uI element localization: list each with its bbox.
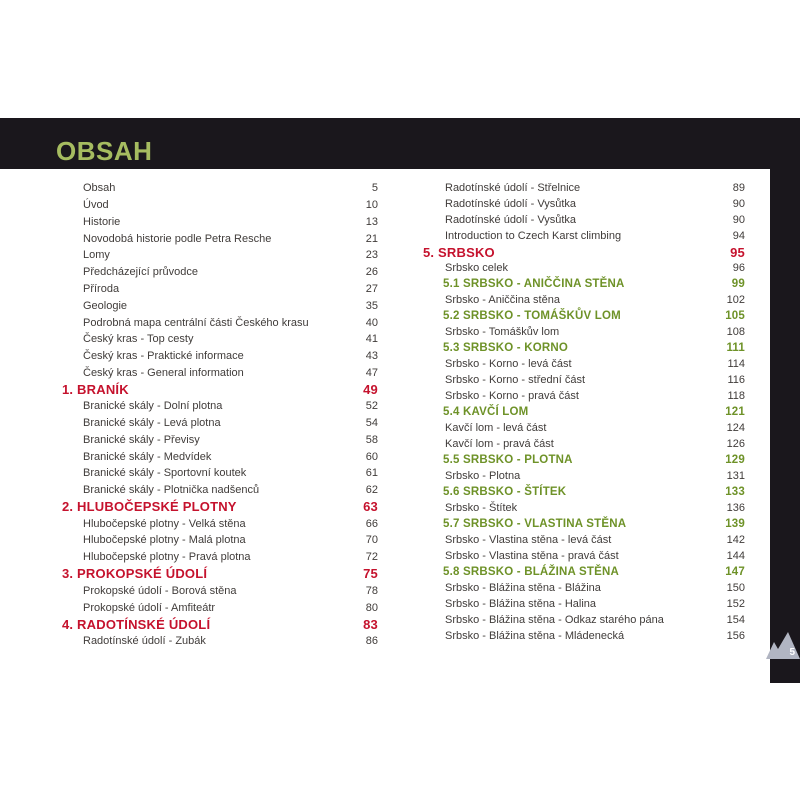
toc-entry-label: Historie	[83, 215, 121, 228]
toc-entry-page-number: 10	[365, 199, 378, 212]
toc-entry-page-number: 41	[365, 333, 378, 346]
toc-entry-label: Branické skály - Medvídek	[83, 450, 212, 463]
toc-entry	[62, 348, 378, 365]
toc-entry-page-number: 47	[365, 366, 378, 379]
toc-entry-page-number: 116	[727, 374, 745, 387]
toc-entry-page-number: 78	[365, 584, 378, 597]
toc-entry-label: Srbsko - Tomáškův lom	[445, 326, 560, 339]
toc-entry-label: 5.1 SRBSKO - ANIČČINA STĚNA	[443, 278, 625, 291]
toc-entry	[62, 230, 378, 247]
toc-entry-label: Radotínské údolí - Zubák	[83, 635, 206, 648]
page-number: 5	[789, 647, 795, 658]
toc-entry-label: Branické skály - Sportovní koutek	[83, 467, 247, 480]
toc-entry	[423, 228, 745, 244]
toc-entry-label: Hlubočepské plotny - Velká stěna	[83, 517, 246, 530]
toc-entry-label: 4. RADOTÍNSKÉ ÚDOLÍ	[62, 616, 211, 632]
toc-entry	[62, 180, 378, 197]
toc-entry	[62, 398, 378, 415]
toc-entry-page-number: 90	[732, 198, 745, 211]
toc-section-header	[423, 564, 745, 580]
toc-entry-label: 5.7 SRBSKO - VLASTINA STĚNA	[443, 518, 627, 531]
toc-entry-label: Srbsko - Štítek	[445, 502, 518, 515]
toc-entry-page-number: 99	[731, 278, 745, 291]
header-band	[0, 118, 800, 169]
toc-entry	[423, 628, 745, 644]
toc-entry-page-number: 26	[365, 266, 378, 279]
toc-entry-label: Prokopské údolí - Amfiteátr	[83, 601, 216, 614]
toc-entry-page-number: 75	[363, 566, 378, 582]
toc-entry-label: 3. PROKOPSKÉ ÚDOLÍ	[62, 566, 208, 582]
toc-entry-page-number: 156	[726, 630, 745, 643]
toc-entry-label: 1. BRANÍK	[62, 382, 129, 398]
toc-entry	[62, 297, 378, 314]
toc-entry	[62, 264, 378, 281]
toc-entry-page-number: 96	[732, 262, 745, 275]
toc-entry	[62, 532, 378, 549]
toc-entry-label: 5.6 SRBSKO - ŠTÍTEK	[443, 486, 567, 499]
toc-entry	[62, 465, 378, 482]
toc-entry	[423, 420, 745, 436]
toc-entry-page-number: 43	[365, 350, 378, 363]
toc-entry	[62, 448, 378, 465]
toc-entry	[423, 372, 745, 388]
toc-entry-label: Srbsko - Korno - střední část	[445, 374, 585, 387]
toc-entry-label: Obsah	[83, 182, 116, 195]
toc-entry	[62, 247, 378, 264]
toc-entry-page-number: 13	[365, 215, 378, 228]
toc-entry-label: Radotínské údolí - Střelnice	[445, 182, 581, 194]
toc-entry-label: Srbsko - Blážina stěna - Blážina	[445, 582, 601, 595]
toc-entry	[62, 197, 378, 214]
toc-entry-page-number: 63	[363, 499, 378, 515]
toc-entry	[423, 324, 745, 340]
toc-entry	[62, 214, 378, 231]
toc-entry-label: Branické skály - Převisy	[83, 433, 200, 446]
toc-entry-page-number: 21	[365, 232, 378, 245]
page-number-marker	[766, 631, 800, 659]
toc-section-header	[423, 308, 745, 324]
toc-entry-label: Branické skály - Levá plotna	[83, 417, 221, 430]
toc-entry-page-number: 126	[726, 438, 745, 451]
toc-entry-page-number: 118	[727, 390, 745, 403]
toc-entry-page-number: 58	[365, 433, 378, 446]
toc-entry-label: Prokopské údolí - Borová stěna	[83, 584, 237, 597]
toc-entry-label: Předcházející průvodce	[83, 266, 198, 279]
toc-entry-page-number: 5	[371, 182, 378, 195]
toc-entry-label: Český kras - Top cesty	[83, 333, 194, 346]
toc-section-header	[423, 484, 745, 500]
toc-entry-label: Srbsko - Korno - levá část	[445, 358, 572, 371]
toc-entry-label: Introduction to Czech Karst climbing	[445, 230, 622, 243]
toc-entry	[62, 482, 378, 499]
toc-entry-page-number: 62	[365, 484, 378, 497]
toc-entry-label: Branické skály - Dolní plotna	[83, 400, 223, 413]
toc-entry	[62, 599, 378, 616]
toc-entry-page-number: 70	[365, 534, 378, 547]
toc-column-left	[62, 180, 378, 649]
toc-entry-page-number: 147	[725, 566, 745, 579]
toc-entry	[423, 356, 745, 372]
toc-entry-label: Český kras - General information	[83, 366, 244, 379]
toc-entry-label: Hlubočepské plotny - Pravá plotna	[83, 551, 251, 564]
toc-entry-label: Srbsko - Blážina stěna - Mládenecká	[445, 630, 625, 643]
toc-entry-label: Srbsko celek	[445, 262, 508, 275]
toc-entry-page-number: 61	[365, 467, 378, 480]
toc-section-header	[423, 404, 745, 420]
toc-entry	[423, 580, 745, 596]
toc-entry-page-number: 150	[726, 582, 745, 595]
toc-entry-page-number: 72	[365, 551, 378, 564]
toc-entry-label: Hlubočepské plotny - Malá plotna	[83, 534, 246, 547]
toc-entry	[62, 281, 378, 298]
toc-entry	[423, 532, 745, 548]
toc-section-header	[423, 340, 745, 356]
toc-entry	[423, 212, 745, 228]
toc-entry-page-number: 129	[725, 454, 745, 467]
toc-entry-page-number: 80	[365, 601, 378, 614]
toc-entry-page-number: 66	[365, 517, 378, 530]
toc-entry-page-number: 90	[732, 214, 745, 227]
toc-entry-label: Srbsko - Vlastina stěna - pravá část	[445, 550, 619, 563]
toc-entry-page-number: 139	[725, 518, 745, 531]
toc-entry-page-number: 131	[726, 470, 745, 483]
toc-entry-page-number: 154	[726, 614, 745, 627]
toc-entry	[423, 388, 745, 404]
toc-section-header	[62, 381, 378, 398]
toc-entry-page-number: 83	[363, 616, 378, 632]
toc-column-right	[423, 180, 745, 644]
toc-section-header	[423, 452, 745, 468]
toc-entry	[423, 196, 745, 212]
toc-entry	[62, 431, 378, 448]
toc-entry	[423, 260, 745, 276]
page-title: OBSAH	[56, 136, 153, 166]
toc-entry	[62, 549, 378, 566]
toc-section-header	[423, 244, 745, 260]
toc-entry	[62, 633, 378, 650]
toc-entry-page-number: 27	[365, 282, 378, 295]
toc-entry-page-number: 54	[365, 417, 378, 430]
toc-entry	[423, 612, 745, 628]
toc-entry	[423, 596, 745, 612]
right-edge-strip	[770, 169, 800, 683]
toc-entry-label: Srbsko - Blážina stěna - Halina	[445, 598, 597, 611]
toc-entry-page-number: 108	[726, 326, 745, 339]
toc-entry-label: Srbsko - Plotna	[445, 470, 521, 483]
toc-entry-page-number: 86	[365, 635, 378, 648]
toc-entry-page-number: 105	[725, 310, 745, 323]
toc-entry	[62, 364, 378, 381]
toc-section-header	[423, 516, 745, 532]
toc-entry-label: Srbsko - Blážina stěna - Odkaz starého pána	[445, 614, 664, 627]
toc-entry-page-number: 49	[363, 382, 378, 398]
toc-entry-label: Srbsko - Aniččina stěna	[445, 294, 560, 307]
toc-section-header	[423, 276, 745, 292]
toc-entry-label: Radotínské údolí - Vysůtka	[445, 214, 577, 227]
toc-entry-label: Branické skály - Plotnička nadšenců	[83, 484, 260, 497]
toc-entry-page-number: 60	[365, 450, 378, 463]
toc-entry-label: Srbsko - Korno - pravá část	[445, 390, 579, 403]
toc-entry	[62, 582, 378, 599]
toc-entry-label: Český kras - Praktické informace	[83, 350, 244, 363]
toc-entry-label: Novodobá historie podle Petra Resche	[83, 232, 272, 245]
toc-entry-page-number: 144	[726, 550, 745, 563]
toc-entry-page-number: 102	[726, 294, 745, 307]
toc-entry-label: Podrobná mapa centrální části Českého krasu	[83, 316, 309, 329]
toc-entry-label: 2. HLUBOČEPSKÉ PLOTNY	[62, 499, 237, 515]
toc-entry	[62, 515, 378, 532]
toc-entry-label: Úvod	[83, 199, 109, 212]
toc-entry	[423, 548, 745, 564]
toc-entry	[62, 331, 378, 348]
toc-entry-page-number: 124	[726, 422, 745, 435]
toc-entry-page-number: 133	[725, 486, 745, 499]
toc-entry	[423, 180, 745, 196]
toc-entry-page-number: 40	[365, 316, 378, 329]
toc-entry	[62, 415, 378, 432]
toc-entry-page-number: 95	[730, 244, 745, 260]
toc-entry-page-number: 152	[726, 598, 745, 611]
toc-entry-label: 5.2 SRBSKO - TOMÁŠKŮV LOM	[443, 310, 621, 323]
toc-entry-page-number: 114	[727, 358, 745, 371]
toc-entry-page-number: 136	[726, 502, 745, 515]
toc-entry	[423, 436, 745, 452]
toc-entry-page-number: 23	[365, 249, 378, 262]
toc-section-header	[62, 499, 378, 516]
toc-entry-label: 5.4 KAVČÍ LOM	[443, 406, 529, 419]
toc-entry	[62, 314, 378, 331]
toc-entry-page-number: 35	[365, 299, 378, 312]
toc-entry-label: Radotínské údolí - Vysůtka	[445, 198, 577, 211]
toc-section-header	[62, 616, 378, 633]
toc-entry-label: Příroda	[83, 282, 120, 295]
toc-entry-label: Kavčí lom - levá část	[445, 422, 547, 435]
toc-entry	[423, 292, 745, 308]
toc-entry-label: 5.8 SRBSKO - BLÁŽINA STĚNA	[443, 566, 620, 579]
toc-entry-page-number: 121	[725, 406, 745, 419]
toc-entry-label: 5.5 SRBSKO - PLOTNA	[443, 454, 573, 467]
toc-entry-label: 5. SRBSKO	[423, 244, 495, 260]
toc-entry	[423, 500, 745, 516]
toc-entry	[423, 468, 745, 484]
toc-entry-label: Geologie	[83, 299, 128, 312]
toc-entry-page-number: 142	[726, 534, 745, 547]
toc-entry-page-number: 111	[726, 342, 745, 355]
toc-entry-label: Lomy	[83, 249, 110, 262]
toc-entry-label: 5.3 SRBSKO - KORNO	[443, 342, 569, 355]
toc-entry-page-number: 89	[732, 182, 745, 194]
toc-entry-page-number: 94	[732, 230, 745, 243]
toc-entry-label: Srbsko - Vlastina stěna - levá část	[445, 534, 612, 547]
toc-entry-page-number: 52	[365, 400, 378, 413]
toc-entry-label: Kavčí lom - pravá část	[445, 438, 554, 451]
toc-section-header	[62, 566, 378, 583]
